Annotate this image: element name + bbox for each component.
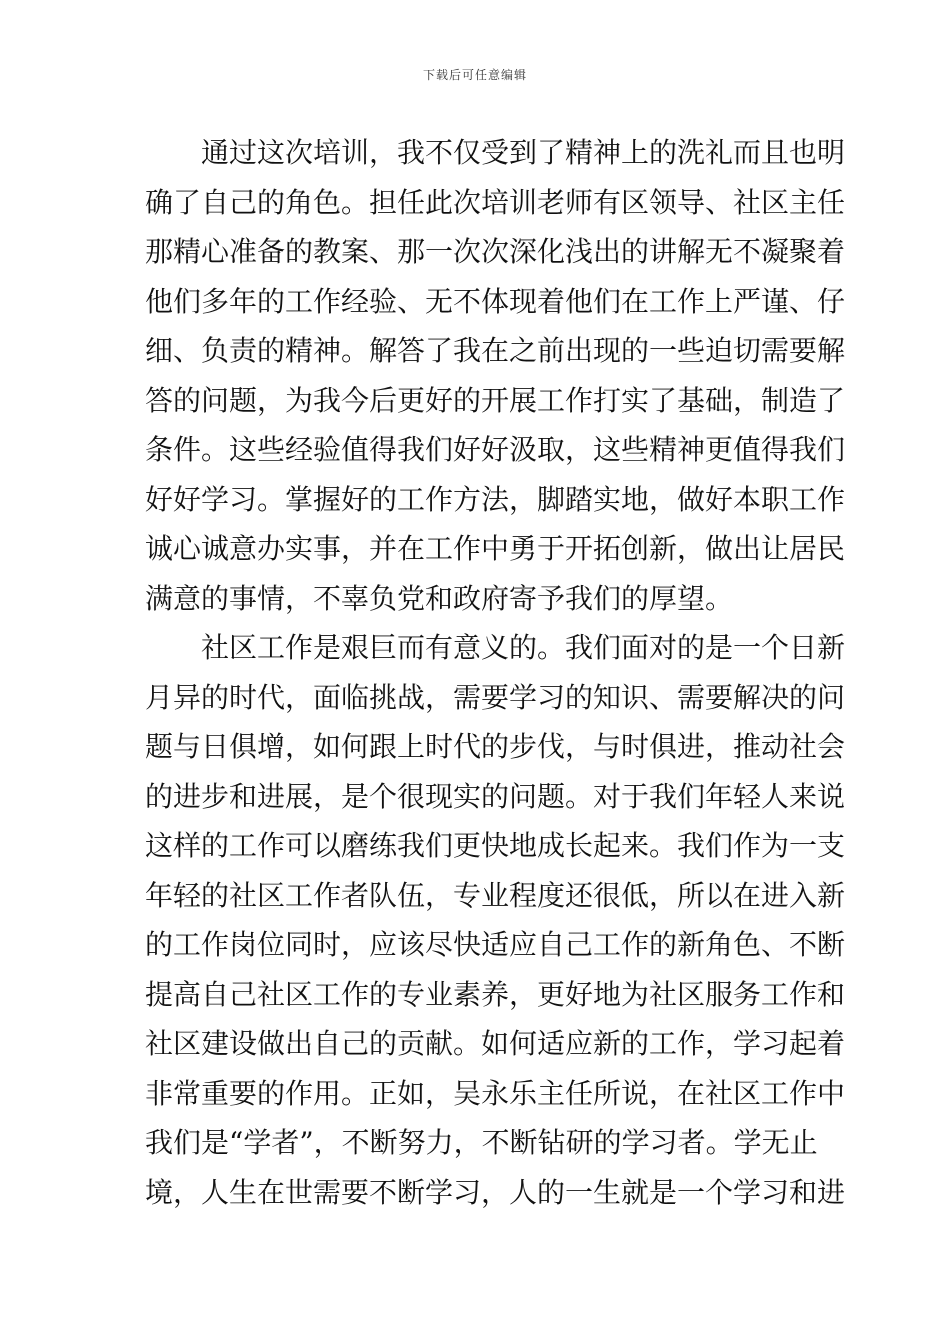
document-body [145, 128, 846, 1217]
text-line: 提高自己社区工作的专业素养，更好地为社区服务工作和 [145, 977, 846, 1011]
text-line: 细、负责的精神。解答了我在之前出现的一些迫切需要解 [145, 334, 846, 367]
text-line: 的工作岗位同时，应该尽快适应自己工作的新角色、不断 [145, 928, 846, 961]
text-line: 社区工作是艰巨而有意义的。我们面对的是一个日新 [145, 631, 846, 664]
text-line: 好好学习。掌握好的工作方法，脚踏实地，做好本职工作 [145, 482, 846, 516]
text-line: 他们多年的工作经验、无不体现着他们在工作上严谨、仔 [145, 284, 846, 318]
text-line: 通过这次培训，我不仅受到了精神上的洗礼而且也明 [145, 136, 846, 169]
text-line: 确了自己的角色。担任此次培训老师有区领导、社区主任 [145, 185, 846, 219]
text-line: 我们是“学者”，不断努力，不断钻研的学习者。学无止 [145, 1126, 818, 1159]
text-line: 这样的工作可以磨练我们更快地成长起来。我们作为一支 [145, 829, 846, 862]
text-line: 那精心准备的教案、那一次次深化浅出的讲解无不凝聚着 [145, 235, 846, 268]
text-line: 非常重要的作用。正如，吴永乐主任所说，在社区工作中 [145, 1076, 846, 1110]
text-line: 的进步和进展，是个很现实的问题。对于我们年轻人来说 [145, 779, 846, 813]
text-line: 月异的时代，面临挑战，需要学习的知识、需要解决的问 [145, 680, 846, 714]
text-line: 境，人生在世需要不断学习，人的一生就是一个学习和进 [145, 1175, 846, 1209]
text-line: 条件。这些经验值得我们好好汲取，这些精神更值得我们 [145, 433, 846, 466]
text-line: 题与日俱增，如何跟上时代的步伐，与时俱进，推动社会 [145, 730, 846, 763]
text-line: 社区建设做出自己的贡献。如何适应新的工作，学习起着 [145, 1027, 846, 1060]
text-line: 诚心诚意办实事，并在工作中勇于开拓创新，做出让居民 [145, 532, 846, 565]
text-line: 答的问题，为我今后更好的开展工作打实了基础，制造了 [145, 383, 846, 417]
page-header: 下载后可任意编辑 [422, 68, 527, 82]
text-line: 满意的事情，不辜负党和政府寄予我们的厚望。 [145, 581, 734, 615]
text-line: 年轻的社区工作者队伍，专业程度还很低，所以在进入新 [145, 878, 846, 912]
